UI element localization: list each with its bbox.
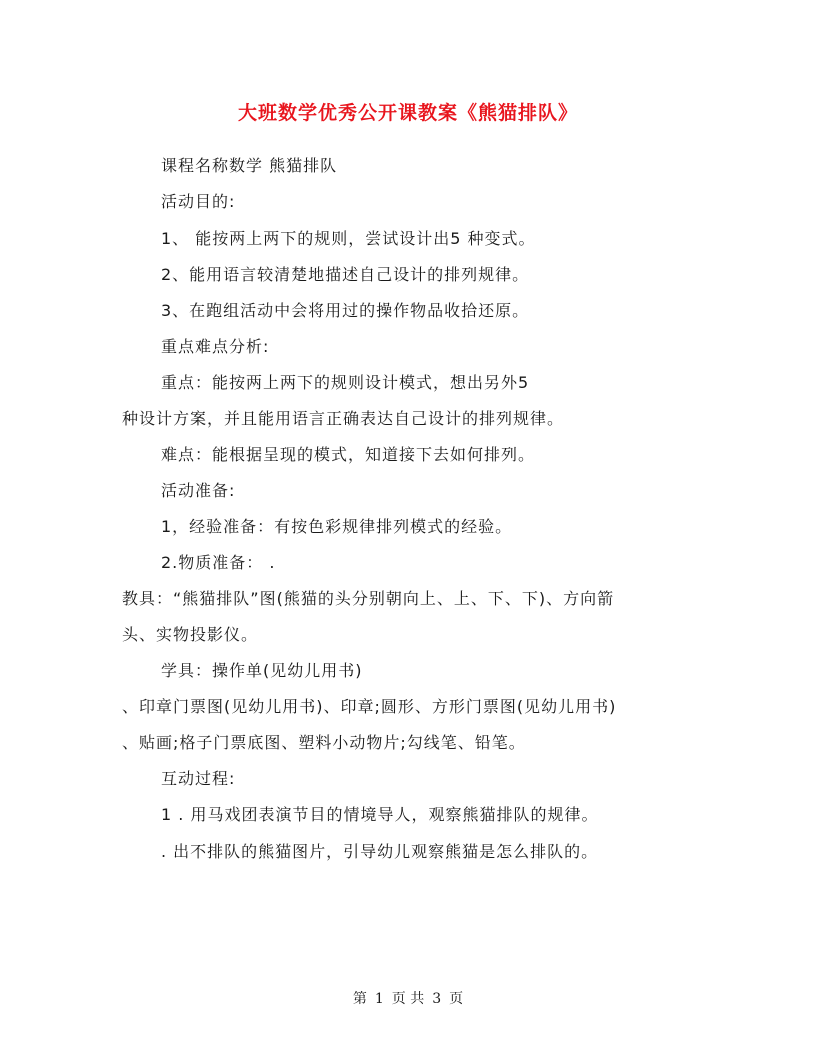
process-heading: 互动过程: [161,769,236,788]
material-preparation: 2.物质准备： . [161,553,276,572]
footer-middle: 页 共 [391,991,425,1007]
key-point-line-1: 重点：能按两上两下的规则设计模式，想出另外5 [161,373,530,392]
key-points-heading: 重点难点分析: [161,337,270,356]
process-step-1: 1 . 用马戏团表演节目的情境导人，观察熊猫排队的规律。 [161,805,599,824]
page-footer [0,988,816,1008]
difficulty-line: 难点：能根据呈现的模式，知道接下去如何排列。 [161,445,536,464]
document-title: 大班数学优秀公开课教案《熊猫排队》 [237,102,578,124]
objective-1: 1、 能按两上两下的规则，尝试设计出5 种变式。 [161,229,536,248]
teaching-aids-line-2: 头、实物投影仪。 [122,625,259,644]
objective-3: 3、在跑组活动中会将用过的操作物品收拾还原。 [161,301,530,320]
learning-tools-line-3: 、贴画;格子门票底图、塑料小动物片;勾线笔、铅笔。 [122,733,526,752]
key-point-line-2: 种设计方案，并且能用语言正确表达自己设计的排列规律。 [122,409,565,428]
course-name-line: 课程名称数学 熊猫排队 [161,156,338,175]
learning-tools-line-1: 学具：操作单(见幼儿用书) [161,661,363,680]
process-step-2: . 出不排队的熊猫图片，引导幼儿观察熊猫是怎么排队的。 [161,842,599,861]
learning-tools-line-2: 、印章门票图(见幼儿用书)、印章;圆形、方形门票图(见幼儿用书) [122,697,617,716]
teaching-aids-line-1: 教具：“熊猫排队”图(熊猫的头分别朝向上、上、下、下)、方向箭 [122,589,615,608]
preparation-heading: 活动准备: [161,481,236,500]
footer-prefix: 第 [352,991,367,1007]
experience-preparation: 1，经验准备：有按色彩规律排列模式的经验。 [161,517,513,536]
objective-2: 2、能用语言较清楚地描述自己设计的排列规律。 [161,265,530,284]
footer-total-pages: 3 [432,991,442,1007]
footer-suffix: 页 [449,991,464,1007]
footer-page-number: 1 [374,991,384,1007]
objectives-heading: 活动目的: [161,192,236,211]
